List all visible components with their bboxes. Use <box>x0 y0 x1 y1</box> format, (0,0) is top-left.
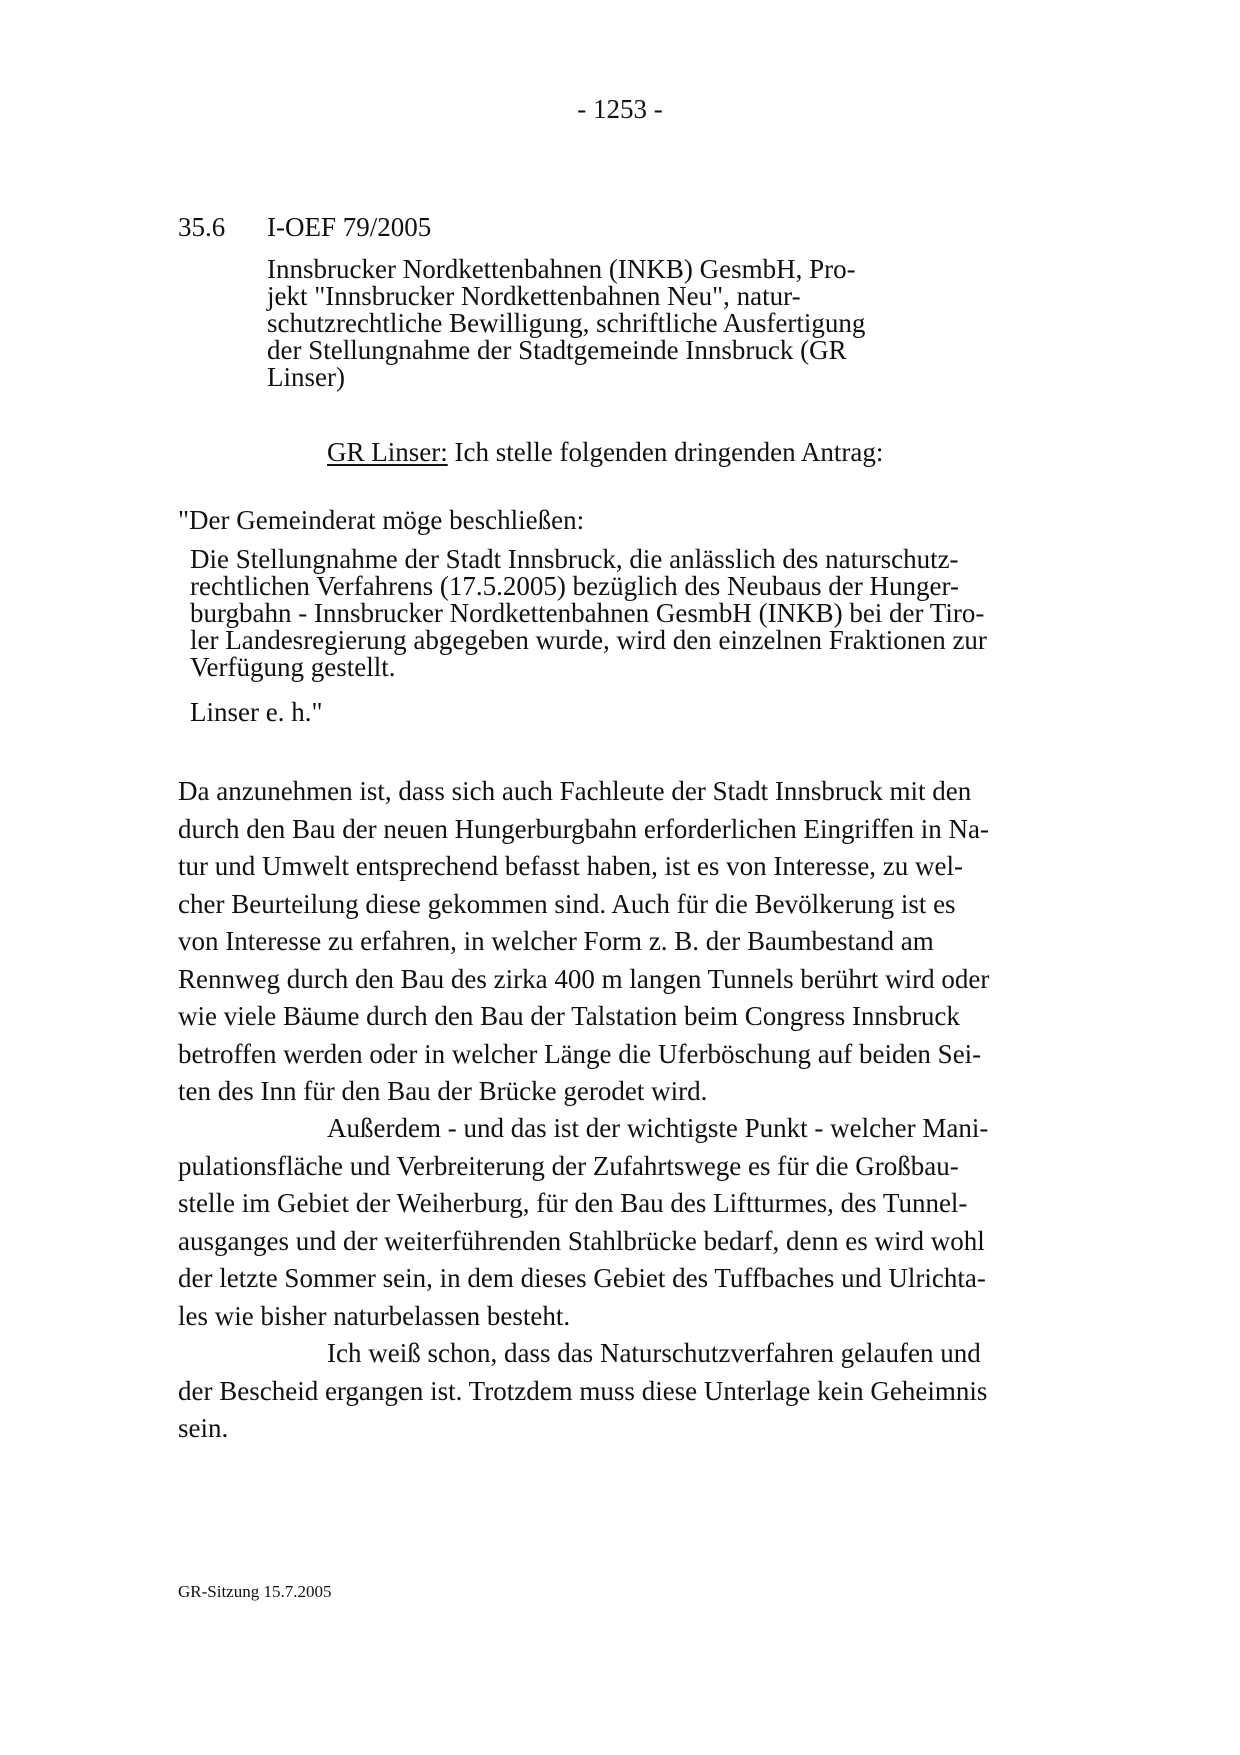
page-number: - 1253 - <box>577 94 663 124</box>
speaker-name: GR Linser: <box>327 437 448 467</box>
agenda-item-code: I-OEF 79/2005 <box>267 212 432 242</box>
motion-line: Verfügung gestellt. <box>190 652 396 682</box>
footer-session-date: GR-Sitzung 15.7.2005 <box>178 1582 332 1601</box>
paragraph-line: wie viele Bäume durch den Bau der Talstation beim Congress Innsbruck <box>178 1001 960 1031</box>
paragraph-line: les wie bisher naturbelassen besteht. <box>178 1300 571 1331</box>
paragraph-line: ten des Inn für den Bau der Brücke gerodet wird. <box>178 1076 708 1106</box>
subject-line: jekt "Innsbrucker Nordkettenbahnen Neu", natur- <box>267 281 801 311</box>
motion-body <box>190 546 987 681</box>
motion-line: Die Stellungnahme der Stadt Innsbruck, die anlässlich des naturschutz- <box>190 544 959 574</box>
paragraph-line: Da anzunehmen ist, dass sich auch Fachleute der Stadt Innsbruck mit den <box>178 776 972 806</box>
paragraph-line: cher Beurteilung diese gekommen sind. Auch für die Bevölkerung ist es <box>178 888 956 919</box>
paragraph-line: stelle im Gebiet der Weiherburg, für den Bau des Liftturmes, des Tunnel- <box>178 1188 968 1218</box>
paragraph-line: pulationsfläche und Verbreiterung der Zufahrtswege es für die Großbau- <box>178 1150 959 1181</box>
paragraph-line: durch den Bau der neuen Hungerburgbahn erforderlichen Eingriffen in Na- <box>178 813 989 844</box>
subject-line: Innsbrucker Nordkettenbahnen (INKB) GesmbH, Pro- <box>267 254 856 284</box>
paragraph-line: tur und Umwelt entsprechend befasst haben, ist es von Interesse, zu wel- <box>178 851 964 881</box>
subject-line: der Stellungnahme der Stadtgemeinde Innsbruck (GR <box>267 335 847 365</box>
paragraph-line: der Bescheid ergangen ist. Trotzdem muss diese Unterlage kein Geheimnis <box>178 1375 988 1406</box>
paragraph-line: ausganges und der weiterführenden Stahlbrücke bedarf, denn es wird wohl <box>178 1225 985 1256</box>
paragraph-line: der letzte Sommer sein, in dem dieses Gebiet des Tuffbaches und Ulrichta- <box>178 1263 986 1293</box>
paragraph-line: von Interesse zu erfahren, in welcher Form z. B. der Baumbestand am <box>178 926 934 956</box>
motion-signature: Linser e. h." <box>190 697 323 727</box>
motion-intro: "Der Gemeinderat möge beschließen: <box>178 505 585 535</box>
motion-line: burgbahn - Innsbrucker Nordkettenbahnen GesmbH (INKB) bei der Tiro- <box>190 598 985 628</box>
body-paragraph-1 <box>178 773 989 1111</box>
paragraph-line: Ich weiß schon, dass das Naturschutzverfahren gelaufen und <box>327 1338 981 1368</box>
motion-line: ler Landesregierung abgegeben wurde, wird den einzelnen Fraktionen zur <box>190 625 987 655</box>
paragraph-line: Außerdem - und das ist der wichtigste Punkt - welcher Mani- <box>327 1113 989 1143</box>
paragraph-line: betroffen werden oder in welcher Länge die Uferböschung auf beiden Sei- <box>178 1038 982 1069</box>
paragraph-line: Rennweg durch den Bau des zirka 400 m langen Tunnels berührt wird oder <box>178 963 990 994</box>
agenda-item-number: 35.6 <box>178 212 226 242</box>
speaker-line <box>327 437 883 468</box>
paragraph-line: sein. <box>178 1413 229 1443</box>
speaker-statement: Ich stelle folgenden dringenden Antrag: <box>447 437 884 467</box>
subject-line: Linser) <box>267 362 345 392</box>
motion-line: rechtlichen Verfahrens (17.5.2005) bezüglich des Neubaus der Hunger- <box>190 571 959 601</box>
body-paragraph-2 <box>178 1110 988 1335</box>
subject-line: schutzrechtliche Bewilligung, schriftliche Ausfertigung <box>267 308 866 338</box>
body-paragraph-3 <box>178 1335 987 1448</box>
agenda-item-subject <box>267 256 865 391</box>
